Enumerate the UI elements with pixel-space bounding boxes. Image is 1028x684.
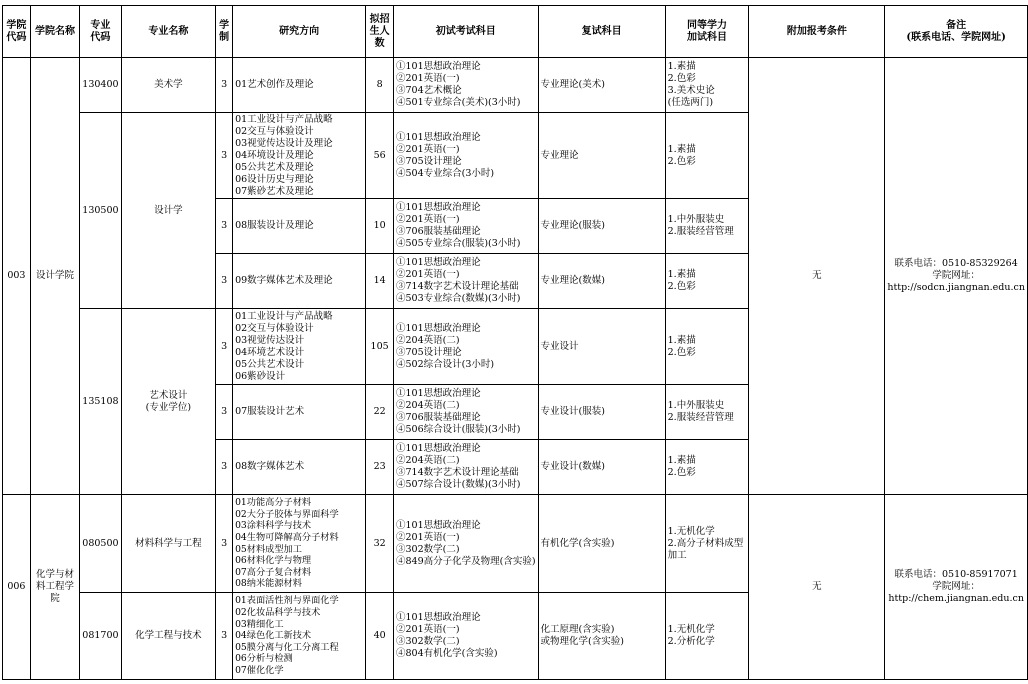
retest-subjects: 专业理论(服装) <box>538 199 665 254</box>
retest-subjects: 专业设计 <box>538 309 665 385</box>
retest-subjects: 专业设计(数媒) <box>538 440 665 495</box>
retest-subjects: 专业设计(服装) <box>538 385 665 440</box>
retest-subjects: 有机化学(含实验) <box>538 495 665 593</box>
header-extra: 同等学力 加试科目 <box>665 6 749 58</box>
table-row <box>3 58 1028 113</box>
extra-conditions: 无 <box>749 495 885 680</box>
extra-subjects: 1.中外服装史 2.服装经营管理 <box>665 385 749 440</box>
research-direction: 01艺术创作及理论 <box>233 58 366 113</box>
duration: 3 <box>216 58 233 113</box>
header-college-name: 学院名称 <box>30 6 80 58</box>
header-exam: 初试考试科目 <box>394 6 539 58</box>
extra-subjects: 1.中外服装史 2.服装经营管理 <box>665 199 749 254</box>
extra-subjects: 1.无机化学 2.高分子材料成型 加工 <box>665 495 749 593</box>
enroll-count: 40 <box>366 593 394 680</box>
college-code: 006 <box>3 495 31 680</box>
duration: 3 <box>216 495 233 593</box>
remarks: 联系电话：0510-85329264 学院网址： http://sodcn.jiangnan.edu.cn <box>885 58 1028 495</box>
enroll-count: 105 <box>366 309 394 385</box>
header-major-name: 专业名称 <box>121 6 216 58</box>
enroll-count: 14 <box>366 254 394 309</box>
extra-subjects: 1.素描 2.色彩 <box>665 440 749 495</box>
major-name: 设计学 <box>121 113 216 309</box>
exam-subjects: ①101思想政治理论 ②201英语(一) ③714数字艺术设计理论基础 ④503专业综合(数媒)(3小时) <box>394 254 539 309</box>
header-enroll: 拟招 生人 数 <box>366 6 394 58</box>
duration: 3 <box>216 254 233 309</box>
enroll-count: 10 <box>366 199 394 254</box>
header-direction: 研究方向 <box>233 6 366 58</box>
major-name: 艺术设计 (专业学位) <box>121 309 216 495</box>
header-duration: 学 制 <box>216 6 233 58</box>
college-name: 设计学院 <box>30 58 80 495</box>
retest-subjects: 专业理论 <box>538 113 665 199</box>
major-code: 130500 <box>80 113 121 309</box>
research-direction: 08服装设计及理论 <box>233 199 366 254</box>
research-direction: 09数字媒体艺术及理论 <box>233 254 366 309</box>
exam-subjects: ①101思想政治理论 ②201英语(一) ③704艺术概论 ④501专业综合(美术)(3小时) <box>394 58 539 113</box>
major-code: 081700 <box>80 593 121 680</box>
exam-subjects: ①101思想政治理论 ②204英语(二) ③714数字艺术设计理论基础 ④507综合设计(数媒)(3小时) <box>394 440 539 495</box>
research-direction: 01功能高分子材料 02大分子胶体与界面科学 03涂料科学与技术 04生物可降解高分子材料 05材料成型加工 06材料化学与物理 07高分子复合材料 08纳米能源材料 <box>233 495 366 593</box>
exam-subjects: ①101思想政治理论 ②201英语(一) ③705设计理论 ④504专业综合(3小时) <box>394 113 539 199</box>
retest-subjects: 专业理论(美术) <box>538 58 665 113</box>
exam-subjects: ①101思想政治理论 ②204英语(二) ③706服装基础理论 ④506综合设计(服装)(3小时) <box>394 385 539 440</box>
extra-conditions: 无 <box>749 58 885 495</box>
research-direction: 01表面活性剂与界面化学 02化妆品科学与技术 03精细化工 04绿色化工新技术 05膜分离与化工分离工程 06分析与检测 07催化化学 <box>233 593 366 680</box>
major-code: 135108 <box>80 309 121 495</box>
major-name: 化学工程与技术 <box>121 593 216 680</box>
research-direction: 01工业设计与产品战略 02交互与体验设计 03视觉传达设计及理论 04环境设计及理论 05公共艺术及理论 06设计历史与理论 07紫砂艺术及理论 <box>233 113 366 199</box>
admissions-table <box>2 5 1028 680</box>
duration: 3 <box>216 440 233 495</box>
exam-subjects: ①101思想政治理论 ②201英语(一) ③302数学(二) ④804有机化学(含实验) <box>394 593 539 680</box>
exam-subjects: ①101思想政治理论 ②201英语(一) ③706服装基础理论 ④505专业综合(服装)(3小时) <box>394 199 539 254</box>
extra-subjects: 1.素描 2.色彩 <box>665 113 749 199</box>
research-direction: 01工业设计与产品战略 02交互与体验设计 03视觉传达设计 04环境艺术设计 05公共艺术设计 06紫砂设计 <box>233 309 366 385</box>
header-remarks: 备注 (联系电话、学院网址) <box>885 6 1028 58</box>
extra-subjects: 1.素描 2.色彩 <box>665 254 749 309</box>
header-major-code: 专业 代码 <box>80 6 121 58</box>
research-direction: 07服装设计艺术 <box>233 385 366 440</box>
extra-subjects: 1.素描 2.色彩 3.美术史论 (任选两门) <box>665 58 749 113</box>
duration: 3 <box>216 385 233 440</box>
header-conditions: 附加报考条件 <box>749 6 885 58</box>
college-code: 003 <box>3 58 31 495</box>
duration: 3 <box>216 593 233 680</box>
major-name: 材料科学与工程 <box>121 495 216 593</box>
duration: 3 <box>216 199 233 254</box>
table-row <box>3 495 1028 593</box>
header-retest: 复试科目 <box>538 6 665 58</box>
exam-subjects: ①101思想政治理论 ②204英语(二) ③705设计理论 ④502综合设计(3小时) <box>394 309 539 385</box>
extra-subjects: 1.素描 2.色彩 <box>665 309 749 385</box>
table-header <box>3 6 1028 58</box>
enroll-count: 23 <box>366 440 394 495</box>
college-name: 化学与材 料工程学 院 <box>30 495 80 680</box>
duration: 3 <box>216 113 233 199</box>
research-direction: 08数字媒体艺术 <box>233 440 366 495</box>
duration: 3 <box>216 309 233 385</box>
exam-subjects: ①101思想政治理论 ②201英语(一) ③302数学(二) ④849高分子化学及物理(含实验) <box>394 495 539 593</box>
enroll-count: 32 <box>366 495 394 593</box>
enroll-count: 56 <box>366 113 394 199</box>
enroll-count: 22 <box>366 385 394 440</box>
major-code: 130400 <box>80 58 121 113</box>
enroll-count: 8 <box>366 58 394 113</box>
remarks: 联系电话：0510-85917071 学院网址： http://chem.jiangnan.edu.cn <box>885 495 1028 680</box>
retest-subjects: 化工原理(含实验) 或物理化学(含实验) <box>538 593 665 680</box>
major-code: 080500 <box>80 495 121 593</box>
major-name: 美术学 <box>121 58 216 113</box>
extra-subjects: 1.无机化学 2.分析化学 <box>665 593 749 680</box>
header-college-code: 学院 代码 <box>3 6 31 58</box>
retest-subjects: 专业理论(数媒) <box>538 254 665 309</box>
